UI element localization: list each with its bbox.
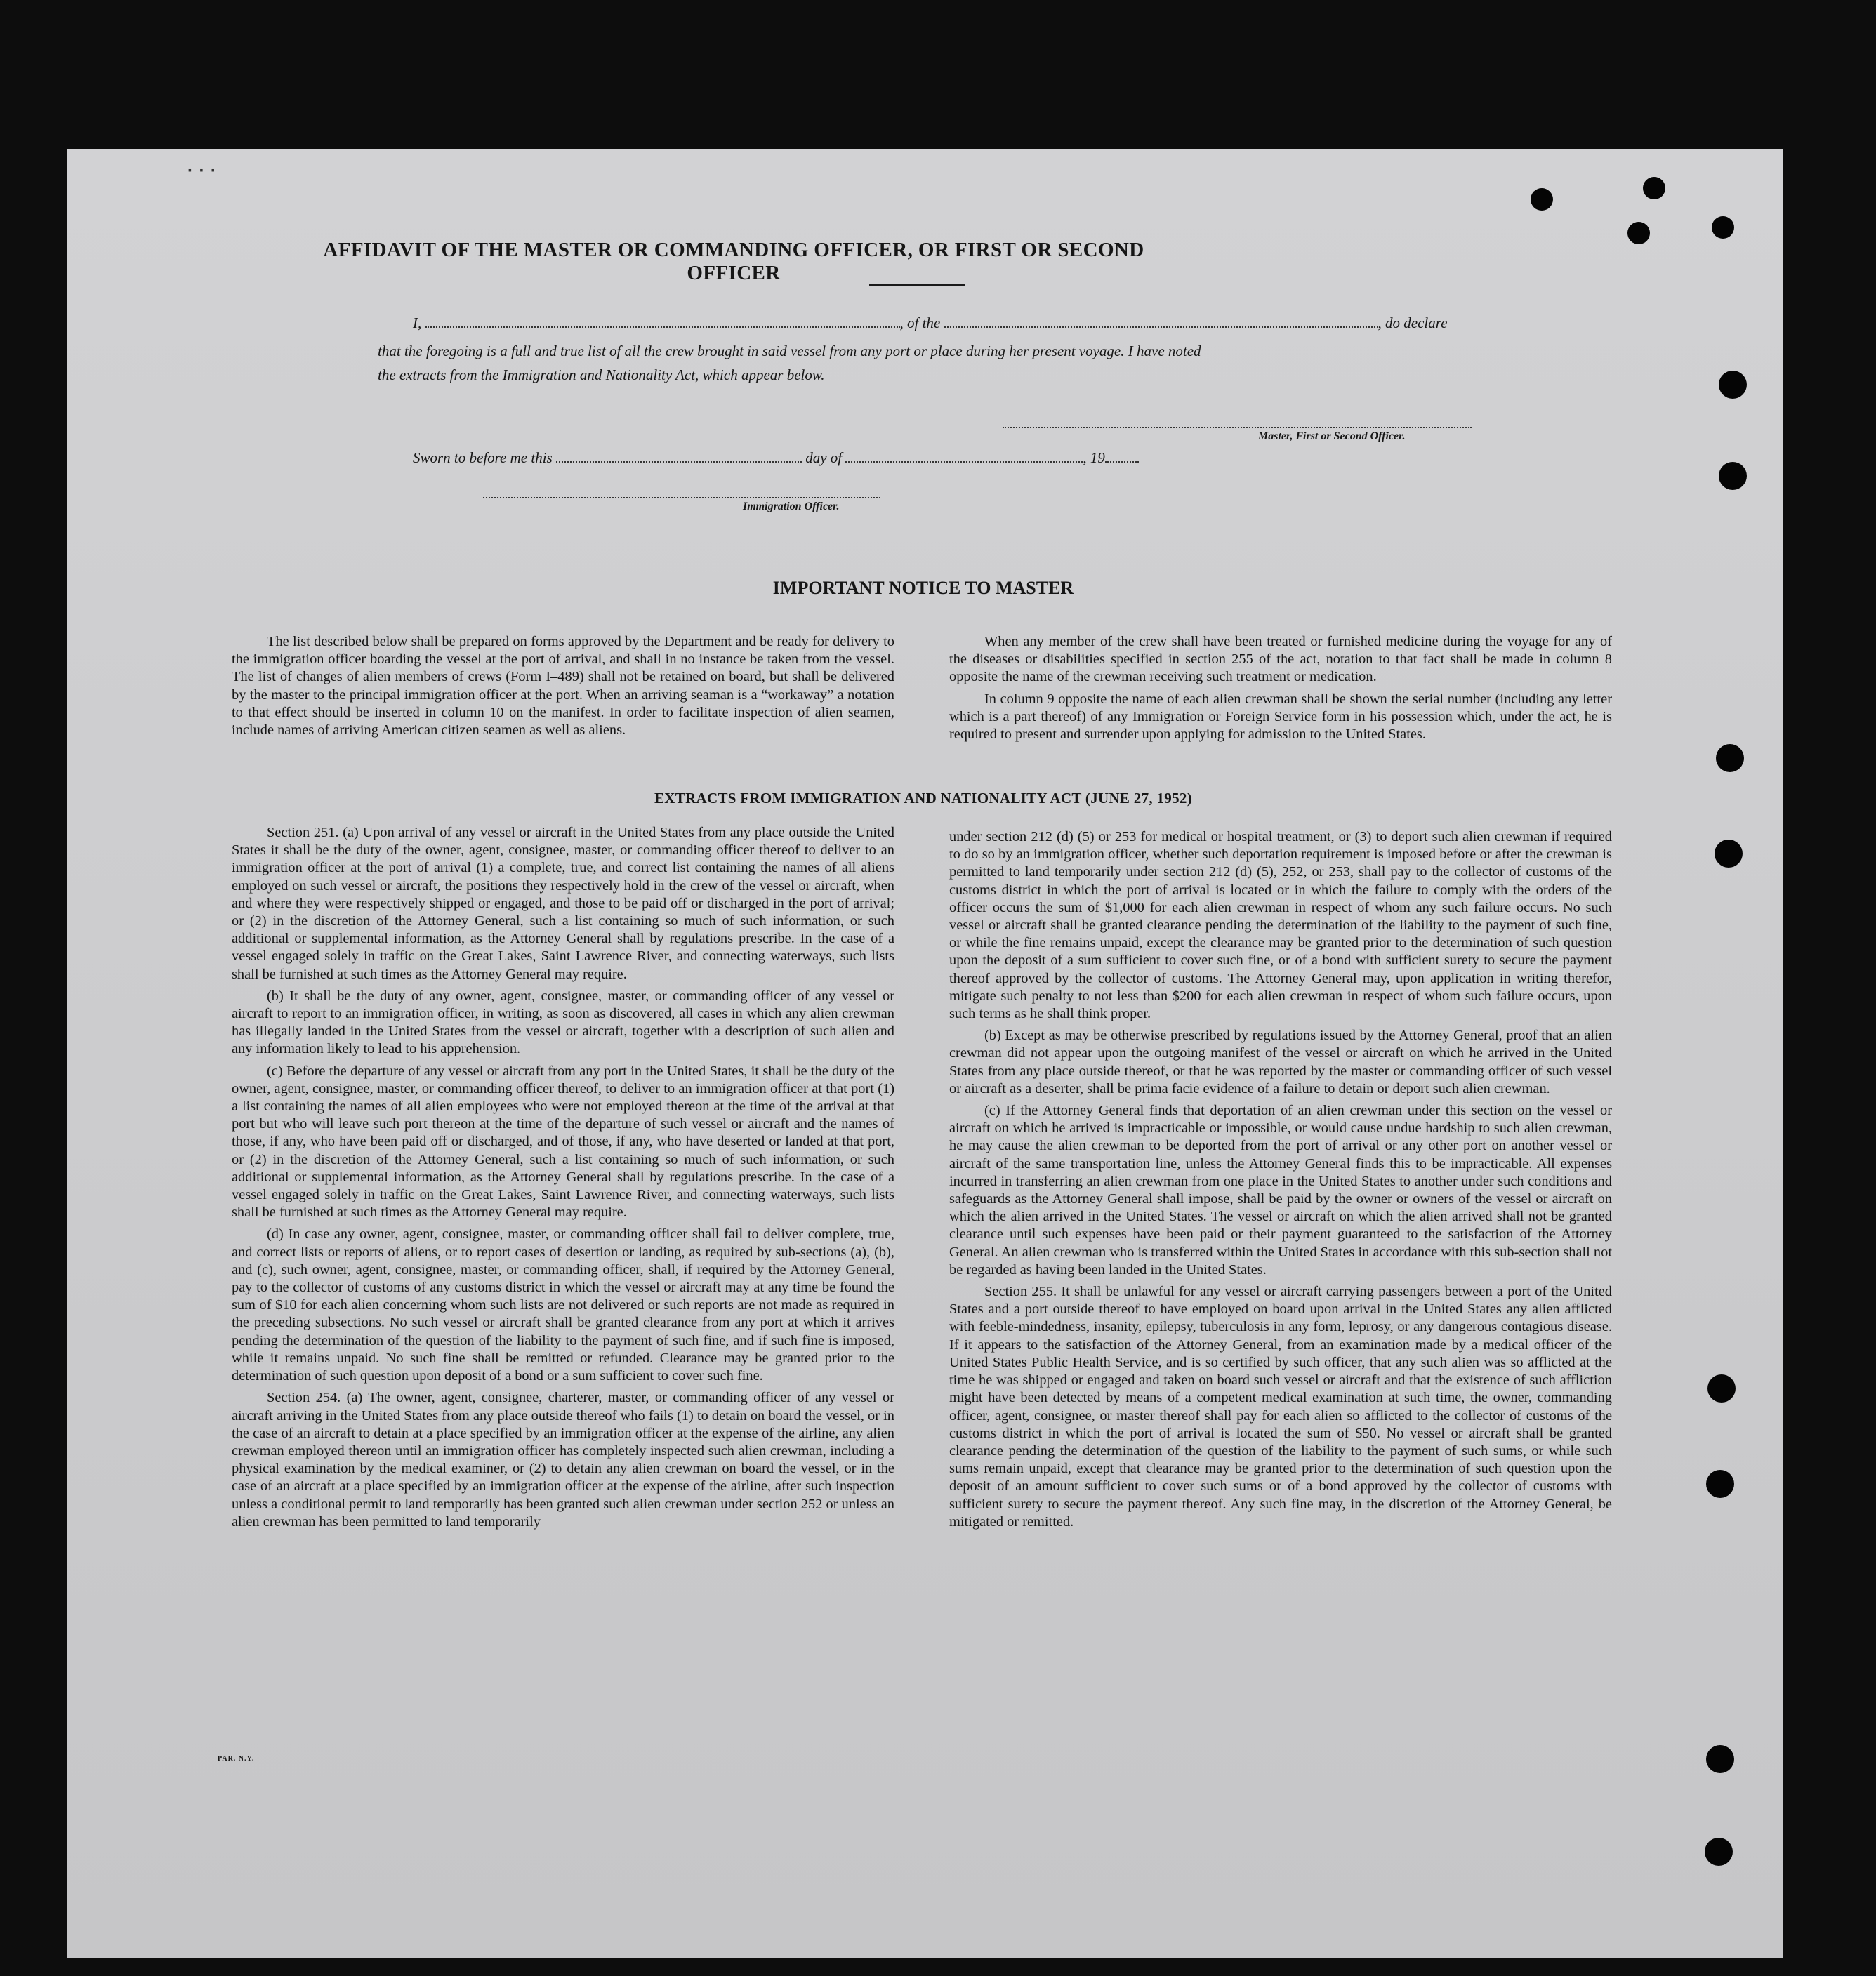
punch-hole <box>1643 177 1665 199</box>
extracts-left-column <box>232 824 894 1535</box>
sworn-prefix: Sworn to before me this <box>413 449 553 466</box>
notice-right-paragraph-1: When any member of the crew shall have been treated or furnished medicine during the voyage for any of the diseases or disabilities specified in section 255 of the act, notation to that fact shall be made in column 8 opposite the name of the crewman receiving such treatment or medication. <box>949 634 1612 685</box>
notice-left-paragraph: The list described below shall be prepared on forms approved by the Department and be ready for delivery to the immigration officer boarding the vessel at the port of arrival, and shall in no instance be taken from the vessel. The list of changes of alien members of crews (Form I–489) shall not be retained on board, but shall be delivered by the master to the principal immigration officer at the port. When an arriving seaman is a “workaway” a notation to that effect should be inserted in column 10 on the manifest. In order to facilitate inspection of alien seamen, include names of arriving American citizen seamen as well as aliens. <box>232 634 894 738</box>
declaration-line <box>413 314 1447 332</box>
extracts-title: EXTRACTS FROM IMMIGRATION AND NATIONALITY ACT (JUNE 27, 1952) <box>654 790 1192 807</box>
sworn-month-field[interactable] <box>845 457 1083 463</box>
declaration-line-2: that the foregoing is a full and true list of all the crew brought in said vessel from any port or place during her present voyage. I have noted <box>378 343 1201 359</box>
title-rule <box>869 284 965 286</box>
vessel-name-field[interactable] <box>944 322 1378 328</box>
punch-hole <box>1705 1838 1733 1866</box>
section-251-c: (c) Before the departure of any vessel or aircraft from any port in the United States, it shall be the duty of the owner, agent, consignee, master, or commanding officer thereof, to deliver to an immigration officer at that port (1) a list containing the names of all alien employees who were not employed thereon at the time of the arrival at that port but who will leave such port thereon at the time of the departure of such vessel or aircraft and the names of those, if any, who have been paid off or discharged, and of those, if any, who have deserted or landed at that port, or (2) in the discretion of the Attorney General, such a list containing so much of such information, or such additional or supplemental information, as the Attorney General shall by regulations prescribe. In the case of a vessel engaged solely in traffic on the Great Lakes, Saint Lawrence River, and connecting waterways, such lists shall be furnished at such times as the Attorney General may require. <box>232 1063 894 1221</box>
punch-hole <box>1712 216 1734 239</box>
section-255: Section 255. It shall be unlawful for any vessel or aircraft carrying passengers between a port of the United States and a port outside thereof to have employed on board upon arrival in the United States any alien afflicted with feeble-mindedness, insanity, epilepsy, tuberculosis in any form, leprosy, or any dangerous contagious disease. If it appears to the satisfaction of the Attorney General, from an examination made by a medical officer of the United States Public Health Service, and is so certified by such officer, that any such alien was so afflicted at the time he was shipped or engaged and taken on board such vessel or aircraft and that the existence of such affliction might have been detected by means of a competent medical examination at such time, the owner, commanding officer, agent, consignee, or master thereof shall pay for each alien so afflicted to the collector of customs of the customs district in which the port of arrival is located the sum of $50. No vessel or aircraft shall be granted clearance pending the determination of the question of the liability to the payment of such sums, or while such sums remain unpaid, except that clearance may be granted prior to the determination of such question upon the deposit of an amount sufficient to cover such sums or of a bond approved by the collector of customs with sufficient surety to secure the payment thereof. Any such fine may, in the discretion of the Attorney General, be mitigated or remitted. <box>949 1284 1612 1530</box>
punch-hole <box>1716 744 1744 772</box>
punch-hole <box>1627 222 1650 244</box>
affidavit-title: AFFIDAVIT OF THE MASTER OR COMMANDING OFFICER, OR FIRST OR SECOND OFFICER <box>323 239 1144 284</box>
section-251-d: (d) In case any owner, agent, consignee, master, or commanding officer shall fail to deliver complete, true, and correct lists or reports of aliens, or to report cases of desertion or landing, as required by sub-sections (a), (b), and (c), such owner, agent, consignee, master, or commanding officer, shall, if required by the Attorney General, pay to the collector of customs of any customs district in which the vessel or aircraft may at any time be found the sum of $10 for each alien concerning whom such lists are not delivered or such reports are not made as required in the preceding subsections. No such vessel or aircraft shall be granted clearance from any port at which it arrives pending the determination of the question of the liability to the payment of such fine, and if such fine is imposed, while it remains unpaid. No such fine shall be remitted or refunded. Clearance may be granted prior to the determination of such question upon deposit of a bond or a sum sufficient to cover such fine. <box>232 1226 894 1384</box>
punch-hole <box>1706 1470 1734 1498</box>
notice-right-paragraph-2: In column 9 opposite the name of each alien crewman shall be shown the serial number (including any letter which is a part thereof) of any Immigration or Foreign Service form in his possession which, under the act, he is required to present and surrender upon applying for admission to the United States. <box>949 691 1612 743</box>
year-prefix-text: , 19 <box>1083 449 1105 466</box>
punch-hole <box>1719 371 1747 399</box>
section-254-a: Section 254. (a) The owner, agent, consignee, charterer, master, or commanding officer of any vessel or aircraft arriving in the United States from any place outside thereof who fails (1) to detain on board the vessel, or in the case of an aircraft to detain at a place specified by an immigration officer at the expense of the airline, any alien crewman employed thereon until an immigration officer has completely inspected such alien crewman, including a physical examination by the medical examiner, or (2) to detain any alien crewman on board the vessel, or in the case of an aircraft at a place specified by an immigration officer at the expense of the airline, after such inspection unless a conditional permit to land temporarily has been granted such alien crewman under section 252 or unless an alien crewman has been permitted to land temporarily <box>232 1390 894 1530</box>
notice-left-column <box>232 633 894 743</box>
declaration-line-3: the extracts from the Immigration and Nationality Act, which appear below. <box>378 366 825 383</box>
section-254-b: (b) Except as may be otherwise prescribed by regulations issued by the Attorney General, proof that an alien crewman did not appear upon the outgoing manifest of the vessel or aircraft on which he arrived in the United States from any place outside thereof, or that he was reported by the master or commanding officer of such vessel or aircraft as a deserter, shall be prima facie evidence of a failure to detain or deport such alien crewman. <box>949 1028 1612 1096</box>
sworn-day-field[interactable] <box>556 457 802 463</box>
master-signature-label: Master, First or Second Officer. <box>1258 430 1406 442</box>
punch-hole <box>1715 840 1743 868</box>
punch-hole <box>1706 1745 1734 1773</box>
punch-hole <box>1719 462 1747 490</box>
notice-right-column <box>949 633 1612 748</box>
declarant-prefix: I, <box>413 314 422 331</box>
section-251-b: (b) It shall be the duty of any owner, agent, consignee, master, or commanding officer of any vessel or aircraft to report to an immigration officer, in writing, as soon as discovered, all cases in which any alien crewman has illegally landed in the United States from the vessel or aircraft, together with a description of such alien and any information likely to lead to his apprehension. <box>232 988 894 1057</box>
extracts-right-column <box>949 828 1612 1535</box>
declarant-name-field[interactable] <box>425 322 900 328</box>
sworn-line <box>413 449 1139 467</box>
immigration-officer-label: Immigration Officer. <box>743 500 840 512</box>
section-251-a: Section 251. (a) Upon arrival of any vessel or aircraft in the United States from any place outside the United States it shall be the duty of the owner, agent, consignee, master, or commanding officer thereof to deliver to an immigration officer at the port of arrival (1) a complete, true, and correct list containing the names of all aliens employed on such vessel or aircraft, the positions they respectively hold in the crew of the vessel or aircraft, when and where they were respectively shipped or engaged, and those to be paid off or discharged in the port of arrival; or (2) in the discretion of the Attorney General, such a list containing so much of such information, or such additional or supplemental information, as the Attorney General shall by regulations prescribe. In the case of a vessel engaged solely in traffic on the Great Lakes, Saint Lawrence River, and connecting waterways, such lists shall be furnished at such times as the Attorney General may require. <box>232 825 894 982</box>
of-the-text: , of the <box>899 314 941 331</box>
top-edge-marks: ▪ ▪ ▪ <box>188 166 218 176</box>
day-of-text: day of <box>805 449 843 466</box>
sworn-year-field[interactable] <box>1105 457 1139 463</box>
section-254-a-continued: under section 212 (d) (5) or 253 for medical or hospital treatment, or (3) to deport such alien crewman if required to do so by an immigration officer, whether such deportation requirement is imposed before or after the crewman is permitted to land temporarily under section 212 (d) (5), 252, or 253, shall pay to the collector of customs of the customs district in which the port of arrival is located or in which the failure to comply with the orders of the officer occurs the sum of $1,000 for each alien crewman in respect of whom any such failure occurs. No such vessel or aircraft shall be granted clearance pending the determination of the liability to the payment of such fine, or while the fine remains unpaid, except the clearance may be granted prior to the determination of such question upon the deposit of a sum sufficient to cover such fine, or of a bond with sufficient surety to secure the payment thereof approved by the collector of customs. The Attorney General may, upon application in writing therefor, mitigate such penalty to not less than $200 for each alien crewman in respect of whom such failure occurs, upon such terms as he shall think proper. <box>949 829 1612 1022</box>
printer-mark: PAR. N.Y. <box>218 1755 255 1763</box>
do-declare-text: , do declare <box>1378 314 1448 331</box>
punch-hole <box>1531 188 1553 211</box>
punch-hole <box>1707 1374 1736 1403</box>
master-signature-line[interactable] <box>1003 427 1472 428</box>
immigration-officer-signature-line[interactable] <box>483 497 880 498</box>
notice-title: IMPORTANT NOTICE TO MASTER <box>772 578 1074 598</box>
section-254-c: (c) If the Attorney General finds that deportation of an alien crewman under this section on the vessel or aircraft on which he arrived is impracticable or impossible, or would cause undue hardship to such alien crewman, he may cause the alien crewman to be deported from the port of arrival or any other port on another vessel or aircraft of the same transportation line, unless the Attorney General finds this to be impracticable. All expenses incurred in transferring an alien crewman from one place in the United States to another under such conditions and safeguards as the Attorney General shall impose, shall be paid by the owner or owners of the vessel or aircraft on which the alien arrived in the United States. The vessel or aircraft on which the alien arrived shall not be granted clearance until such expenses have been paid or their payment guaranteed to the satisfaction of the Attorney General. An alien crewman who is transferred within the United States in accordance with this sub-section shall not be regarded as having been landed in the United States. <box>949 1103 1612 1278</box>
